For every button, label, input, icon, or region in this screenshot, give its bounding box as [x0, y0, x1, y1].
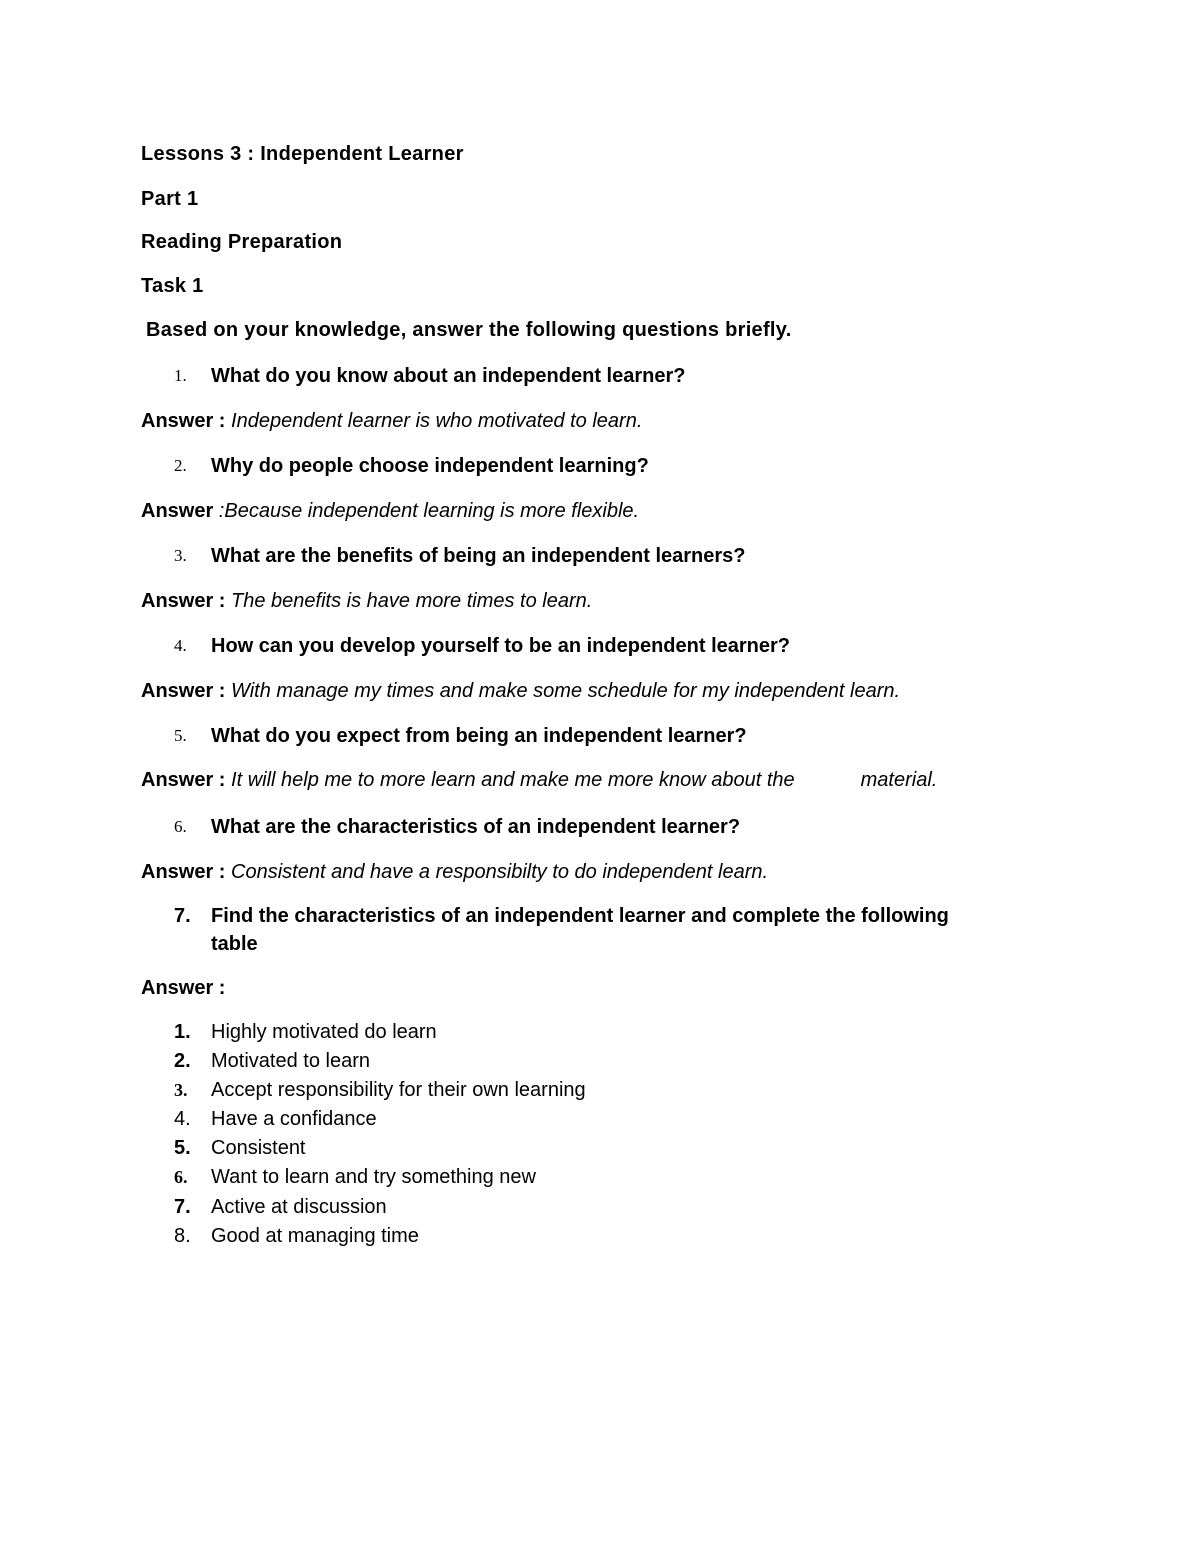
- list-item-number: 4.: [174, 1108, 191, 1130]
- answer-label: Answer :: [141, 410, 226, 432]
- list-item: Accept responsibility for their own learning: [211, 1079, 586, 1101]
- question-number: 3.: [174, 546, 187, 565]
- question-text: Why do people choose independent learning?: [211, 455, 649, 477]
- list-item: Motivated to learn: [211, 1050, 370, 1072]
- list-item: Have a confidance: [211, 1108, 377, 1130]
- question-text: What are the characteristics of an independent learner?: [211, 816, 741, 838]
- question-text-line1: Find the characteristics of an independent learner and complete the following: [211, 905, 949, 927]
- list-item: Active at discussion: [211, 1196, 387, 1218]
- section-heading: Reading Preparation: [141, 231, 343, 253]
- answer-text: Independent learner is who motivated to learn.: [225, 410, 643, 432]
- list-item: Want to learn and try something new: [211, 1166, 536, 1188]
- list-item-number: 8.: [174, 1225, 191, 1247]
- question-number: 4.: [174, 636, 187, 655]
- list-item-number: 1.: [174, 1021, 191, 1043]
- answer-text-tail: material.: [860, 769, 938, 791]
- list-item-number: 2.: [174, 1050, 191, 1072]
- answer-text: With manage my times and make some schedule for my independent learn.: [225, 680, 901, 702]
- answer-label: Answer: [141, 500, 214, 522]
- answer-line: [141, 407, 642, 435]
- task-heading: Task 1: [141, 275, 204, 297]
- answer-line: [141, 677, 900, 705]
- question-number: 1.: [174, 366, 187, 385]
- question-text: What do you expect from being an independent learner?: [211, 725, 747, 747]
- answer-line: [141, 587, 592, 615]
- answer-text: It will help me to more learn and make me more know about the: [225, 769, 795, 791]
- answer-label: Answer :: [141, 861, 226, 883]
- question-number: 5.: [174, 726, 187, 745]
- list-item-number: 6.: [174, 1167, 188, 1187]
- answer-text: The benefits is have more times to learn.: [225, 590, 593, 612]
- answer-line: [141, 974, 225, 1002]
- document-title: Lessons 3 : Independent Learner: [141, 143, 464, 165]
- answer-label: Answer :: [141, 769, 226, 791]
- question-number: 2.: [174, 456, 187, 475]
- list-item-number: 5.: [174, 1137, 191, 1159]
- question-text: How can you develop yourself to be an independent learner?: [211, 635, 790, 657]
- answer-line: [141, 858, 768, 886]
- list-item-number: 3.: [174, 1080, 188, 1100]
- answer-label: Answer :: [141, 977, 226, 999]
- question-text: What do you know about an independent learner?: [211, 365, 686, 387]
- list-item: Highly motivated do learn: [211, 1021, 437, 1043]
- answer-label: Answer :: [141, 680, 226, 702]
- question-number: 7.: [174, 905, 191, 927]
- instruction-text: Based on your knowledge, answer the following questions briefly.: [146, 319, 792, 341]
- answer-text: Consistent and have a responsibilty to do independent learn.: [225, 861, 769, 883]
- question-number: 6.: [174, 817, 187, 836]
- answer-label: Answer :: [141, 590, 226, 612]
- list-item-number: 7.: [174, 1196, 191, 1218]
- answer-line: [141, 497, 639, 525]
- answer-text: :Because independent learning is more flexible.: [213, 500, 640, 522]
- question-text: What are the benefits of being an independent learners?: [211, 545, 746, 567]
- question-text-line2: table: [211, 933, 258, 955]
- part-heading: Part 1: [141, 188, 199, 210]
- list-item: Consistent: [211, 1137, 306, 1159]
- list-item: Good at managing time: [211, 1225, 419, 1247]
- answer-line: [141, 766, 937, 794]
